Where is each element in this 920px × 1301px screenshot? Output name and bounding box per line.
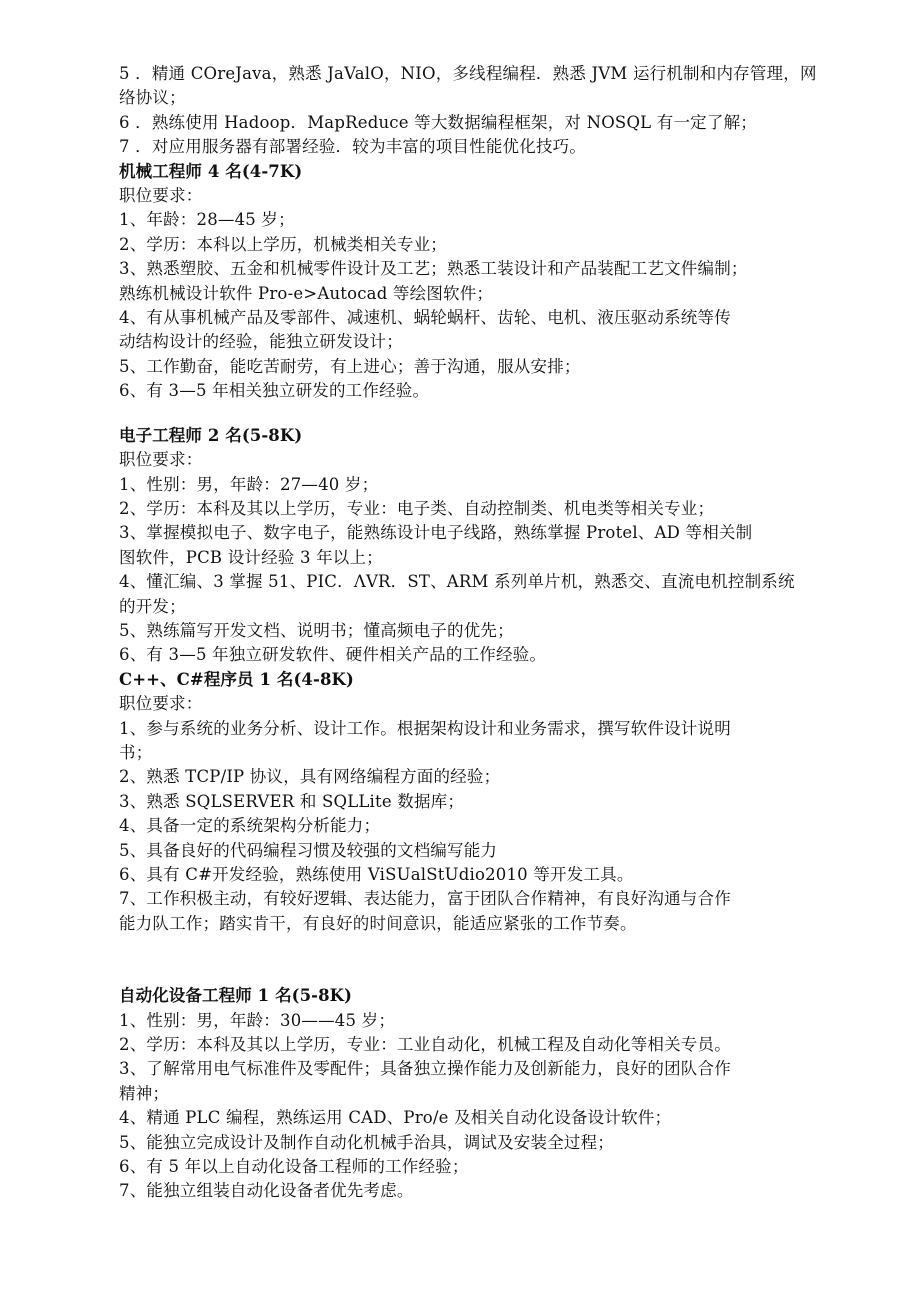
requirement-line: 3、熟悉 SQLSERVER 和 SQLLite 数据库； — [119, 791, 465, 811]
requirement-line: 书； — [119, 742, 153, 762]
section-title: 电子工程师 2 名(5-8K) — [119, 425, 303, 445]
section-mechanical-engineer — [119, 160, 809, 404]
requirement-line: 4、精通 PLC 编程，熟练运用 CAD、Pro/e 及相关自动化设备设计软件； — [119, 1108, 672, 1128]
requirement-line: 7、工作积极主动，有较好逻辑、表达能力，富于团队合作精神，有良好沟通与合作 — [119, 889, 731, 909]
section-title: C++、C#程序员 1 名(4-8K) — [119, 669, 354, 689]
requirement-line: 熟练机械设计软件 Pro-e>Autocad 等绘图软件； — [119, 283, 494, 303]
requirement-line: 4、懂汇编、3 掌握 51、PIC．ΛVR．ST、ARM 系列单片机，熟悉交、直流电机控制系统 — [119, 572, 795, 592]
requirement-line: 5、具备良好的代码编程习惯及较强的文档编写能力 — [119, 840, 498, 860]
intro-line: 5 ．精通 COreJava，熟悉 JaValO，NIO，多线程编程．熟悉 JVM 运行机制和内存管理，网 — [119, 64, 817, 83]
requirement-line: 6、有 3—5 年独立研发软件、硬件相关产品的工作经验。 — [119, 645, 547, 665]
requirement-line: 的开发； — [119, 596, 186, 616]
requirement-line: 5、能独立完成设计及制作自动化机械手治具，调试及安装全过程； — [119, 1132, 614, 1152]
section-spacer — [119, 404, 809, 424]
intro-line: 络协议； — [119, 88, 186, 108]
requirement-line: 2、学历：本科及其以上学历，专业：工业自动化，机械工程及自动化等相关专员。 — [119, 1035, 731, 1055]
section-electronics-engineer — [119, 424, 809, 668]
requirement-line: 6、有 5 年以上自动化设备工程师的工作经验； — [119, 1157, 469, 1177]
section-subtitle: 职位要求： — [119, 694, 203, 714]
requirement-line: 7、能独立组装自动化设备者优先考虑。 — [119, 1181, 414, 1201]
requirement-line: 2、学历：本科及其以上学历，专业：电子类、自动控制类、机电类等相关专业； — [119, 498, 715, 518]
requirement-line: 4、具备一定的系统架构分析能力； — [119, 816, 381, 836]
requirement-line: 5、熟练篇写开发文档、说明书；懂高频电子的优先； — [119, 620, 514, 640]
requirement-line: 2、熟悉 TCP/IP 协议，具有网络编程方面的经验； — [119, 767, 501, 787]
requirement-line: 5、工作勤奋，能吃苦耐劳，有上进心；善于沟通，服从安排； — [119, 356, 581, 376]
intro-block — [119, 62, 817, 160]
requirement-line: 6、具有 C#开发经验，熟练使用 ViSUalStUdio2010 等开发工具。 — [119, 865, 634, 884]
requirement-line: 1、性别：男，年龄：30——45 岁； — [119, 1010, 396, 1030]
section-subtitle: 职位要求： — [119, 450, 203, 470]
document-page — [119, 62, 817, 1204]
section-subtitle: 职位要求： — [119, 186, 203, 206]
requirement-line: 2、学历：本科以上学历，机械类相关专业； — [119, 234, 447, 254]
requirement-line: 1、参与系统的业务分析、设计工作。根据架构设计和业务需求，撰写软件设计说明 — [119, 718, 731, 738]
section-automation-engineer — [119, 984, 809, 1204]
intro-line: 6 ．熟练使用 Hadoop．MapReduce 等大数据编程框架，对 NOSQL 有一定了解； — [119, 112, 757, 132]
requirement-line: 3、了解常用电气标准件及零配件；具备独立操作能力及创新能力，良好的团队合作 — [119, 1059, 731, 1079]
requirement-line: 能力队工作；踏实肯干，有良好的时间意识，能适应紧张的工作节奏。 — [119, 913, 637, 933]
requirement-line: 图软件，PCB 设计经验 3 年以上； — [119, 547, 383, 567]
requirement-line: 4、有从事机械产品及零部件、减速机、蜗轮蜗杆、齿轮、电机、液压驱动系统等传 — [119, 308, 731, 328]
requirement-line: 精神； — [119, 1083, 170, 1103]
requirement-line: 3、掌握模拟电子、数字电子，能熟练设计电子线路，熟练掌握 Protel、AD 等相关制 — [119, 523, 753, 543]
requirement-line: 3、熟悉塑胶、五金和机械零件设计及工艺；熟悉工装设计和产品装配工艺文件编制； — [119, 259, 748, 279]
section-title: 自动化设备工程师 1 名(5-8K) — [119, 986, 353, 1006]
intro-line: 7 ．对应用服务器有部署经验．较为丰富的项目性能优化技巧。 — [119, 137, 587, 157]
requirement-line: 1、性别：男，年龄：27—40 岁； — [119, 474, 379, 494]
section-cpp-csharp-programmer — [119, 668, 809, 936]
requirement-line: 动结构设计的经验，能独立研发设计； — [119, 332, 403, 352]
requirement-line: 6、有 3—5 年相关独立研发的工作经验。 — [119, 381, 430, 401]
requirement-line: 1、年龄：28—45 岁； — [119, 210, 295, 230]
section-title: 机械工程师 4 名(4-7K) — [119, 161, 303, 181]
section-spacer — [119, 936, 809, 984]
